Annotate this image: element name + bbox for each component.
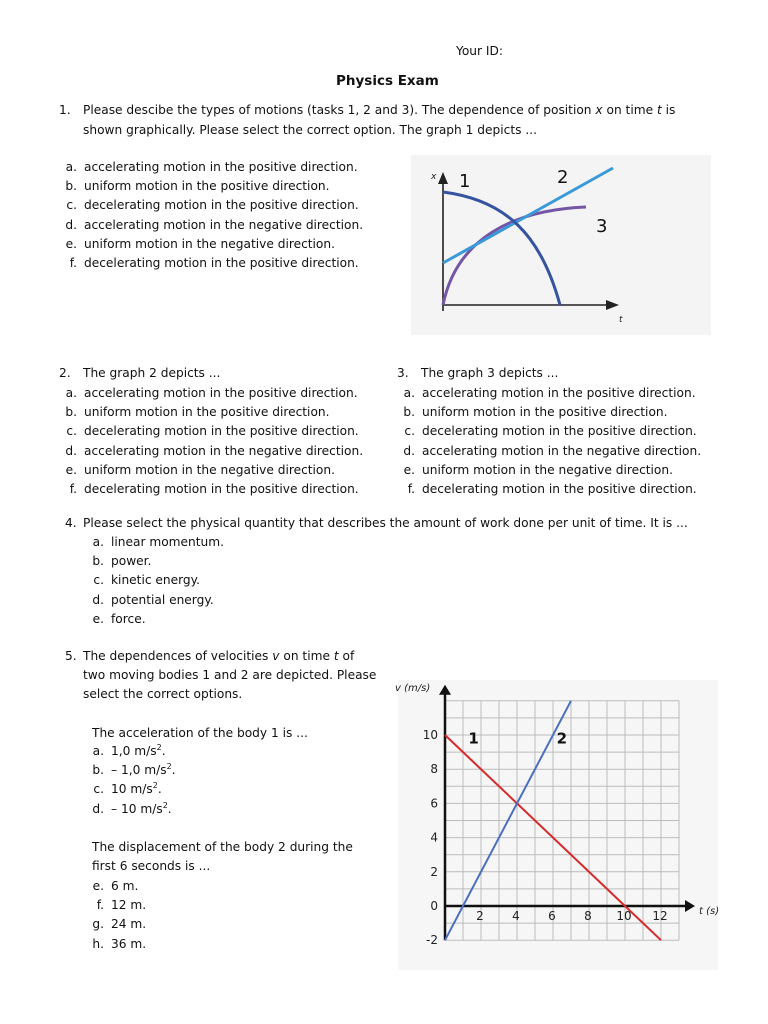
option-text: linear momentum. bbox=[111, 535, 225, 549]
option-letter: d. bbox=[403, 443, 415, 458]
option-text: accelerating motion in the negative direction. bbox=[84, 217, 364, 232]
option-text: decelerating motion in the positive direction. bbox=[84, 482, 359, 496]
q1-var-x: x bbox=[595, 103, 603, 117]
graph-y-label: x bbox=[431, 172, 437, 182]
option-text: uniform motion in the positive direction. bbox=[84, 405, 330, 420]
option-letter: f. bbox=[69, 256, 77, 270]
x-tick-label: 4 bbox=[512, 909, 520, 923]
q5-var-t: t bbox=[333, 649, 339, 663]
q1-option[interactable] bbox=[58, 216, 363, 235]
q4-option[interactable] bbox=[85, 552, 151, 571]
option-text: decelerating motion in the positive direction. bbox=[422, 424, 697, 439]
q1-var-t: t bbox=[656, 103, 662, 117]
option-letter: e. bbox=[92, 879, 104, 893]
graph-x-label: t bbox=[619, 315, 623, 325]
option-text: potential energy. bbox=[111, 592, 214, 607]
q4-prompt: Please select the physical quantity that describes the amount of work done per unit of time. It is ... bbox=[83, 516, 688, 530]
q1-option[interactable] bbox=[58, 235, 335, 254]
x-tick-label: 2 bbox=[476, 909, 484, 923]
option-text: 6 m. bbox=[111, 879, 139, 893]
q1-prompt-line1 bbox=[83, 101, 675, 120]
q2-prompt: The graph 2 depicts ... bbox=[83, 366, 221, 380]
q5-sub2-option[interactable] bbox=[85, 935, 146, 954]
q5-sub2-line2: first 6 seconds is ... bbox=[92, 859, 211, 873]
option-text: 12 m. bbox=[111, 898, 147, 913]
curve-label-3: 3 bbox=[596, 216, 608, 237]
q2-option[interactable] bbox=[58, 461, 335, 480]
x-tick-label: 12 bbox=[652, 909, 668, 923]
option-letter: b. bbox=[92, 554, 104, 569]
q1-option[interactable] bbox=[58, 196, 359, 215]
option-text-end: . bbox=[161, 744, 166, 758]
q1-option[interactable] bbox=[58, 254, 359, 273]
option-text: – 10 m/s bbox=[111, 801, 163, 816]
y-tick-label: 4 bbox=[430, 830, 438, 845]
option-text: accelerating motion in the positive direction. bbox=[84, 160, 358, 174]
q4-number: 4. bbox=[65, 516, 77, 530]
q5-number: 5. bbox=[65, 649, 77, 663]
q2-option[interactable] bbox=[58, 384, 358, 403]
q3-option[interactable] bbox=[396, 442, 701, 461]
option-letter: h. bbox=[92, 936, 104, 951]
q3-number: 3. bbox=[397, 366, 409, 380]
option-letter: f. bbox=[407, 482, 415, 496]
x-tick-label: 6 bbox=[548, 909, 556, 923]
q5-sub1-option[interactable] bbox=[85, 800, 172, 819]
y-tick-label: 6 bbox=[430, 796, 438, 811]
q2-option[interactable] bbox=[58, 442, 363, 461]
option-text: accelerating motion in the positive direction. bbox=[422, 386, 696, 400]
option-letter: c. bbox=[404, 424, 415, 439]
q5-prompt-b: on time bbox=[283, 649, 330, 663]
option-superscript: 2 bbox=[152, 781, 158, 791]
y-tick-label: 8 bbox=[430, 762, 438, 777]
option-letter: f. bbox=[96, 898, 104, 913]
option-letter: a. bbox=[92, 744, 104, 758]
option-letter: b. bbox=[65, 405, 77, 420]
q2-option[interactable] bbox=[58, 422, 359, 441]
q5-sub2-line1: The displacement of the body 2 during the bbox=[92, 840, 353, 854]
option-superscript: 2 bbox=[162, 800, 168, 810]
x-axis-label: t (s) bbox=[699, 906, 720, 917]
option-letter: a. bbox=[403, 386, 415, 400]
q5-sub1-option[interactable] bbox=[85, 780, 162, 799]
option-letter: c. bbox=[93, 782, 104, 797]
q5-sub2-option[interactable] bbox=[85, 896, 146, 915]
q5-sub2-option[interactable] bbox=[85, 877, 138, 896]
q3-option[interactable] bbox=[396, 403, 668, 422]
q1-option[interactable] bbox=[58, 177, 330, 196]
q4-option[interactable] bbox=[85, 571, 200, 590]
option-letter: e. bbox=[92, 611, 104, 626]
option-text: uniform motion in the negative direction. bbox=[422, 462, 673, 477]
option-text: 10 m/s bbox=[111, 782, 153, 797]
option-text: uniform motion in the positive direction. bbox=[422, 405, 668, 420]
option-text: accelerating motion in the negative direction. bbox=[422, 443, 702, 458]
q5-sub1-option[interactable] bbox=[85, 742, 166, 761]
y-axis-label: v (m/s) bbox=[395, 682, 431, 694]
option-letter: d. bbox=[65, 217, 77, 232]
option-text: power. bbox=[111, 554, 152, 569]
q3-prompt: The graph 3 depicts ... bbox=[421, 366, 559, 380]
q2-option[interactable] bbox=[58, 403, 330, 422]
option-superscript: 2 bbox=[156, 742, 162, 752]
option-letter: d. bbox=[92, 801, 104, 816]
y-tick-label: 0 bbox=[430, 899, 438, 913]
option-text-end: . bbox=[167, 801, 172, 816]
curve-label-2: 2 bbox=[557, 167, 569, 188]
y-tick-label: 2 bbox=[430, 864, 438, 879]
x-tick-label: 10 bbox=[616, 909, 632, 923]
y-tick-label: 10 bbox=[422, 728, 438, 742]
option-letter: a. bbox=[65, 386, 77, 400]
option-letter: c. bbox=[66, 424, 77, 439]
q3-option[interactable] bbox=[396, 384, 696, 403]
q1-prompt-text: Please descibe the types of motions (tasks 1, 2 and 3). The dependence of position bbox=[83, 103, 592, 117]
page-title: Physics Exam bbox=[336, 73, 439, 89]
q3-option[interactable] bbox=[396, 480, 697, 499]
q5-sub1-option[interactable] bbox=[85, 761, 176, 780]
series-label-1: 1 bbox=[468, 729, 479, 748]
option-letter: c. bbox=[93, 573, 104, 588]
option-text: uniform motion in the negative direction. bbox=[84, 462, 335, 477]
option-text: 36 m. bbox=[111, 936, 147, 951]
q5-sub2-option[interactable] bbox=[85, 915, 146, 934]
option-text: 1,0 m/s bbox=[111, 744, 157, 758]
option-text-end: . bbox=[171, 763, 176, 778]
option-letter: e. bbox=[65, 462, 77, 477]
option-letter: g. bbox=[92, 917, 104, 932]
q5-sub1-prompt: The acceleration of the body 1 is ... bbox=[92, 726, 308, 740]
option-text: kinetic energy. bbox=[111, 573, 201, 588]
q5-prompt-line3: select the correct options. bbox=[83, 687, 243, 701]
motion-graph bbox=[411, 155, 711, 335]
q1-option[interactable] bbox=[58, 158, 358, 177]
series-label-2: 2 bbox=[556, 729, 568, 748]
q4-option[interactable] bbox=[85, 591, 214, 610]
option-text: decelerating motion in the positive direction. bbox=[84, 198, 359, 213]
q3-option[interactable] bbox=[396, 461, 673, 480]
option-letter: b. bbox=[65, 179, 77, 194]
q1-prompt-end: is bbox=[665, 103, 676, 117]
y-tick-label: -2 bbox=[426, 933, 438, 948]
option-superscript: 2 bbox=[166, 762, 172, 772]
q1-prompt-mid: on time bbox=[606, 103, 654, 117]
your-id-label: Your ID: bbox=[456, 44, 503, 58]
q1-number: 1. bbox=[59, 103, 71, 117]
option-letter: e. bbox=[65, 236, 77, 251]
q5-var-v: v bbox=[272, 649, 280, 663]
option-text: uniform motion in the negative direction. bbox=[84, 236, 335, 251]
option-text: decelerating motion in the positive direction. bbox=[84, 424, 359, 439]
option-text: accelerating motion in the positive direction. bbox=[84, 386, 358, 400]
option-letter: e. bbox=[403, 462, 415, 477]
q5-prompt-c: of bbox=[342, 649, 355, 663]
q4-option[interactable] bbox=[85, 533, 224, 552]
option-letter: c. bbox=[66, 198, 77, 213]
option-text: uniform motion in the positive direction. bbox=[84, 179, 330, 194]
q5-prompt-line2: two moving bodies 1 and 2 are depicted. Please bbox=[83, 668, 377, 682]
option-text: force. bbox=[111, 611, 146, 626]
option-text: decelerating motion in the positive direction. bbox=[422, 482, 697, 496]
option-text: decelerating motion in the positive direction. bbox=[84, 256, 359, 270]
q5-prompt-line1 bbox=[83, 647, 354, 666]
option-letter: d. bbox=[65, 443, 77, 458]
q3-option[interactable] bbox=[396, 422, 697, 441]
option-letter: a. bbox=[92, 535, 104, 549]
option-letter: b. bbox=[92, 763, 104, 778]
q2-number: 2. bbox=[59, 366, 71, 380]
x-tick-label: 8 bbox=[584, 909, 592, 923]
q4-option[interactable] bbox=[85, 610, 146, 629]
velocity-chart bbox=[395, 680, 720, 970]
option-letter: a. bbox=[65, 160, 77, 174]
option-letter: f. bbox=[69, 482, 77, 496]
option-text: accelerating motion in the negative direction. bbox=[84, 443, 364, 458]
q2-option[interactable] bbox=[58, 480, 359, 499]
q1-prompt-line2: shown graphically. Please select the correct option. The graph 1 depicts ... bbox=[83, 123, 537, 137]
option-letter: b. bbox=[403, 405, 415, 420]
q5-prompt-a: The dependences of velocities bbox=[83, 649, 269, 663]
curve-label-1: 1 bbox=[459, 171, 471, 192]
option-text-end: . bbox=[157, 782, 162, 797]
option-letter: d. bbox=[92, 592, 104, 607]
option-text: 24 m. bbox=[111, 917, 147, 932]
option-text: – 1,0 m/s bbox=[111, 763, 167, 778]
